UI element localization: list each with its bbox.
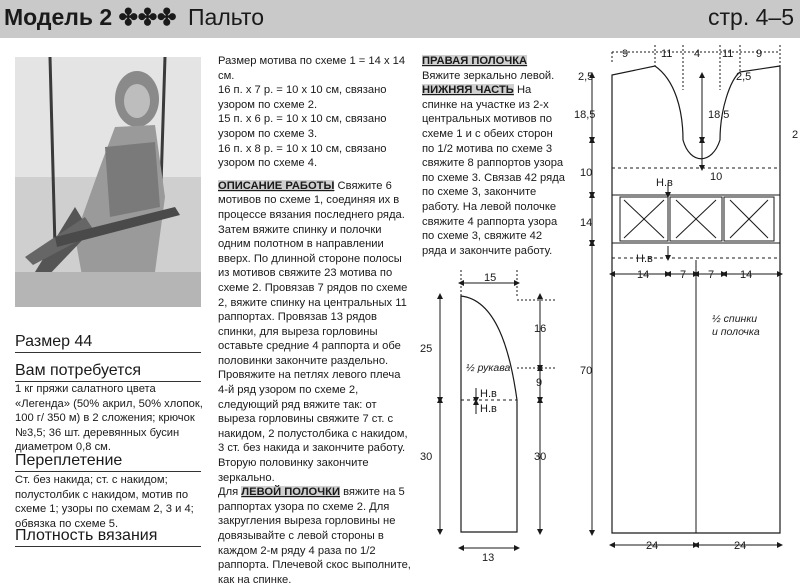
page-number: стр. 4–5	[708, 4, 794, 30]
body-inner-10: 10	[710, 171, 723, 183]
body-length-70: 70	[580, 365, 593, 377]
body-mark-top: Н.в	[656, 177, 673, 189]
body-top-dim-5: 9	[756, 48, 763, 60]
model-title: Модель 2 ✤✤✤	[4, 4, 177, 30]
body-diagram	[592, 45, 780, 545]
body-mark-low: Н.в	[636, 253, 653, 265]
sleeve-mark-1: Н.в	[480, 388, 497, 400]
body-label-line-1: ½ спинки	[712, 313, 758, 325]
right-front-label: ПРАВАЯ ПОЛОЧКА	[422, 55, 528, 67]
gauge-heading: Плотность вязания	[15, 527, 158, 544]
sleeve-cap-height: 25	[420, 343, 433, 355]
body-label-line-2: и полочка	[712, 326, 760, 338]
materials-heading: Вам потребуется	[15, 362, 141, 379]
gauge-scheme-3: 15 п. х 6 р. = 10 х 10 см, связано узором по схеме 3.	[218, 113, 387, 140]
body-top-dim-2: 11	[661, 48, 673, 60]
left-front-prefix: Для	[218, 486, 242, 499]
body-left-18-5: 18,5	[574, 109, 596, 121]
work-description-label: ОПИСАНИЕ РАБОТЫ	[218, 179, 335, 192]
sleeve-right-upper: 16	[534, 323, 547, 335]
body-inner-18-5: 18,5	[708, 109, 730, 121]
sleeve-top-width: 15	[484, 272, 497, 284]
bottom-part-label: НИЖНЯЯ ЧАСТЬ	[422, 84, 514, 97]
body-mid-dim-2: 7	[680, 269, 687, 281]
right-front-text: Вяжите зеркально левой.	[422, 69, 555, 82]
work-description-text: Свяжите 6 мотивов по схеме 1, соединяя их в процессе вязания последнего ряда. Затем вяжите спинку и полочки одним полотном в направлении вверх. По длинной стороне полосы из мотивов свяжите 23 мотива по схеме 2. Провязав 7 рядов по схеме 2, вяжите спинку на центральных 11 раппортах. Провязав 13 рядов спинки, для выреза горловины оставьте средние 4 раппорта и обе половинки закончите раздельно. Провяжите на петлях левого плеча 4-й ряд узором по схеме 2, следующий ряд вяжите так: от выреза горловины свяжите 7 ст. с накидом, 2 полустолбика с накидом, 3 ст. без накида и закончите работу. Вторую половинку закончите зеркально.	[218, 179, 408, 484]
sleeve-right-mid: 9	[536, 377, 543, 389]
body-mid-dim-4: 14	[740, 269, 753, 281]
gauge-scheme-2: 16 п. х 7 р. = 10 х 10 см, связано узором по схеме 2.	[218, 84, 387, 111]
sleeve-diagram	[440, 270, 555, 548]
size-heading: Размер 44	[15, 333, 93, 350]
stitches-heading: Переплетение	[15, 452, 123, 469]
body-mid-dim-3: 7	[708, 269, 715, 281]
bottom-part-text: На спинке на участке из 2-х центральных мотивов по схеме 1 и с обеих сторон по 1/2 мотива по схеме 3 свяжите 8 раппортов узора по схеме 3. Связав 42 ряда по схеме 3, закончите работу. На левой полочке свяжите 4 раппорта узора по схеме 3, свяжите 42 ряда и закончите работу.	[422, 84, 565, 257]
sleeve-lower-height: 30	[420, 451, 433, 463]
sleeve-right-lower: 30	[534, 451, 547, 463]
body-mid-dim-1: 14	[637, 269, 650, 281]
materials-text: 1 кг пряжи салатного цвета «Легенда» (50% акрил, 50% хлопок, 100 г/ 350 м) в 2 сложения; крючок №3,5; 36 шт. деревянных бусин диаметром 0,8 см.	[15, 383, 203, 454]
left-front-text: вяжите на 5 раппортах узора по схеме 2. Для закругления выреза горловины не довязывайте с левой стороны в каждом 2-м ряду 4 раза по 1/2 раппорта. Плечевой скос выполните, как на спинке.	[218, 486, 411, 586]
body-left-2-5: 2,5	[578, 71, 594, 83]
body-bottom-dim-1: 24	[646, 540, 659, 552]
body-left-10: 10	[580, 167, 593, 179]
sleeve-label: ½ рукава	[466, 362, 511, 374]
body-inner-2-5: 2,5	[736, 71, 752, 83]
sleeve-mark-2: Н.в	[480, 403, 497, 415]
sleeve-bottom-width: 13	[482, 552, 495, 564]
body-bottom-dim-2: 24	[734, 540, 747, 552]
stitches-text: Ст. без накида; ст. с накидом; полустолбик с накидом, мотив по схеме 1; узоры по схемам 2, 3 и 4; обвязка по схеме 5.	[15, 474, 194, 530]
body-top-dim-4: 11	[722, 48, 734, 60]
body-top-dim-1: 9	[622, 48, 629, 60]
gauge-scheme-4: 16 п. х 8 р. = 10 х 10 см, связано узором по схеме 4.	[218, 142, 387, 170]
left-front-label: ЛЕВОЙ ПОЛОЧКИ	[241, 486, 340, 499]
gauge-motif: Размер мотива по схеме 1 = 14 х 14 см.	[218, 55, 406, 82]
body-left-14: 14	[580, 217, 593, 229]
garment-title: Пальто	[188, 4, 264, 30]
body-top-dim-3: 4	[694, 48, 701, 60]
body-edge-digit: 2	[792, 129, 799, 141]
